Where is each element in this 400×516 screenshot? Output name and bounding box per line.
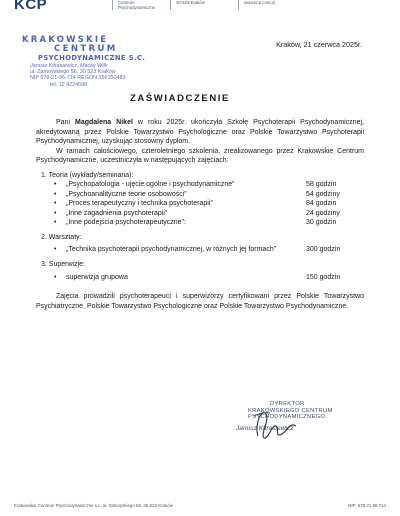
list-item: • „Inne zagadnienia psychoterapii” 24 godziny [54,209,340,217]
header-divider [112,0,113,10]
director-title: DYREKTOR [270,401,305,407]
stamp-owners: Janusz Kitrasiewicz, Maciej Wilk [30,63,108,69]
section-supervision [36,260,364,282]
header-company: Centrum Psychodynamiczne [118,0,156,10]
stamp-phone: tel. 12 4224698 [50,81,88,88]
stamp-line: KRAKOWSKIE [22,35,109,45]
list-item: • „Psychoanalityczne teorie osobowości” 54 godziny [54,190,340,198]
section-workshops [36,233,364,255]
director-institution: PSYCHODYNAMICZNEGO [248,414,326,421]
document-title: ZAŚWIADCZENIE [130,93,230,104]
kcp-logo: KCP [14,0,48,13]
section-heading: 1. Teoria (wykłady/seminaria): [41,171,134,179]
footer-address: Krakowskie Centrum Psychodynamiczne s.c. ul. Zamoyskiego 56, 30-523 Kraków [14,503,173,508]
intro-paragraph: Pani Magdalena Nikel w roku 2025r. ukończyła Szkołę Psychoterapii Psychodynamicznej, akredytowaną przez Polskie Towarzystwo Psychologiczne oraz Polskie Towarzystwo Psychoterapii Psychodynamicznej, uzyskując stosowny dyplom. [36,119,364,145]
header-divider [170,0,171,10]
stamp-line: PSYCHODYNAMICZNE S.C. [38,54,146,62]
header-address: 30-523 Kraków [176,0,205,5]
list-item: • „Proces terapeutyczny i technika psychoterapii” 84 godzin [54,200,337,208]
handwritten-signature-icon [250,404,310,444]
section-heading: 3. Superwizje: [41,261,85,269]
list-item: • „Technika psychoterapii psychodynamicznej, w różnych jej formach” 300 godzin [54,246,341,254]
footer-nip: NIP: 678 21 96 714 [348,503,386,508]
letterhead [0,0,400,14]
header-divider [238,0,239,10]
director-institution: KRAKOWSKIEGO CENTRUM [248,407,333,414]
recipient-name: Magdalena Nikel [75,119,133,126]
stamp-nip: NIP 678-21-96-714 REGON 356150483 [30,75,126,82]
company-stamp [22,36,152,88]
closing-paragraph: Zajęcia prowadzili psychoterapeuci i superwizorzy certyfikowani przez Polskie Towarzystwo Psychiatryczne, Polskie Towarzystwo Psychologiczne oraz Polskie Towarzystwo Psychodynamiczne. [36,293,364,310]
stamp-address: ul. Zamoyskiego 56, 30 523 Kraków [30,69,116,76]
list-item: • „Psychopatologia - ujęcie ogólne i psychodynamiczne” 58 godzin [54,181,337,188]
list-item: • „Inne podejścia psychoterapeutyczne”: 30 godzin [54,219,337,227]
header-website: www.kcp.com.pl [244,0,275,5]
intro-paragraph-2: W ramach całościowego, czteroletniego szkolenia, zrealizowanego przez Krakowskie Centrum Psychodynamiczne, uczestniczyła w następujących zajęciach: [36,147,364,164]
director-name: Janusz Kitrasiewicz [236,424,294,432]
section-theory [36,171,364,228]
section-heading: 2. Warsztaty: [41,233,82,241]
list-item: • superwizja grupowa 150 godzin [54,273,341,281]
stamp-line: CENTRUM [54,44,118,54]
document-body [36,118,364,311]
document-date: Kraków, 21 czerwca 2025r. [276,40,362,49]
